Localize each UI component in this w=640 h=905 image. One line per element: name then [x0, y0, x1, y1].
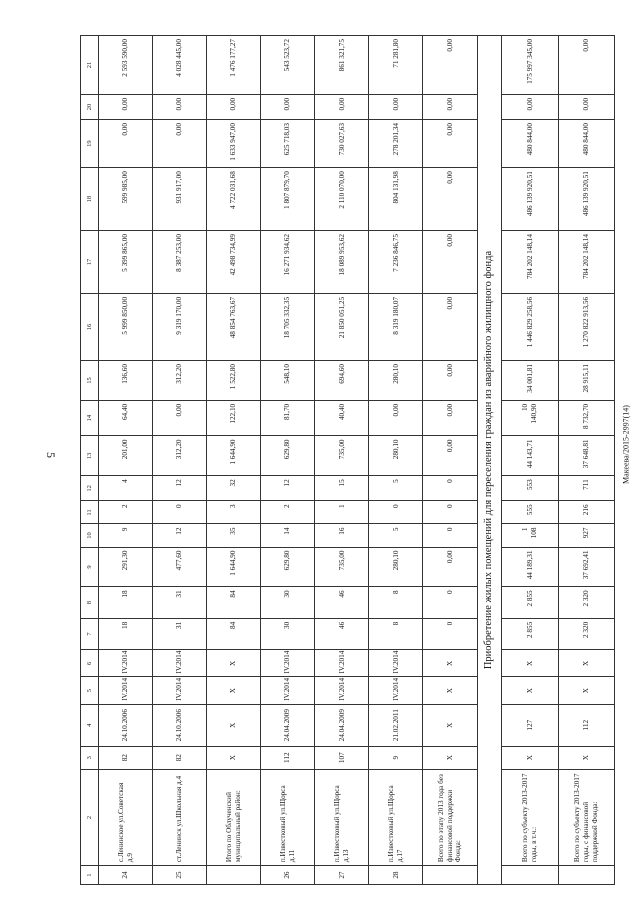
table-cell: 2 320 [558, 618, 614, 649]
table-cell: 9 [99, 524, 153, 547]
table-cell: 21.02.2011 [369, 704, 423, 746]
table-cell [207, 866, 261, 885]
page-number: 5 [44, 452, 58, 458]
table-cell: 31 [153, 618, 207, 649]
table-cell: X [558, 746, 614, 769]
table-cell: 278 201,34 [369, 120, 423, 168]
table-cell: 16 [315, 524, 369, 547]
column-header: 17 [81, 231, 99, 294]
table-cell: 21 850 051,25 [315, 293, 369, 360]
column-header: 3 [81, 746, 99, 769]
table-cell: 0,00 [423, 293, 477, 360]
table-cell: 40,40 [315, 400, 369, 436]
table-cell: 486 139 920,51 [558, 168, 614, 231]
table-row [315, 36, 369, 885]
table-cell: 18 [99, 587, 153, 618]
table-cell: 0 [423, 524, 477, 547]
table-cell: 0,00 [423, 94, 477, 119]
table-cell [558, 866, 614, 885]
table-cell: 31 [153, 587, 207, 618]
table-cell: IV.2014 [99, 677, 153, 704]
table-cell: 5 999 850,00 [99, 293, 153, 360]
table-cell: 312,20 [153, 361, 207, 401]
table-cell: 2 593 590,00 [99, 36, 153, 95]
table-cell: 599 985,00 [99, 168, 153, 231]
table-cell: 629,80 [261, 436, 315, 476]
table-cell [423, 866, 477, 885]
table-cell: 2 855 [502, 618, 558, 649]
table-cell: 0 [423, 618, 477, 649]
table-cell: 3 [207, 501, 261, 524]
document-stamp: Макеева/2015-2997(14) [621, 405, 631, 484]
table-cell: IV.2014 [261, 677, 315, 704]
table-cell: с.Ленинское ул.Советская д.9 [99, 769, 153, 865]
table-cell: 12 [153, 524, 207, 547]
table-row [153, 36, 207, 885]
table-cell: X [558, 650, 614, 677]
table-cell: 548,10 [261, 361, 315, 401]
table-cell: IV.2014 [153, 677, 207, 704]
table-cell: 291,30 [99, 547, 153, 587]
table-cell [502, 866, 558, 885]
column-header: 18 [81, 168, 99, 231]
table-row [261, 36, 315, 885]
table-cell: 486 139 920,51 [502, 168, 558, 231]
column-header: 19 [81, 120, 99, 168]
table-cell: 0,00 [423, 36, 477, 95]
table-cell: 931 917,00 [153, 168, 207, 231]
table-cell: 553 [502, 476, 558, 501]
table-cell: 1 522,80 [207, 361, 261, 401]
table-cell: IV.2014 [315, 650, 369, 677]
table-cell: 8 319 180,07 [369, 293, 423, 360]
table-cell: 112 [261, 746, 315, 769]
table-cell: 625 718,03 [261, 120, 315, 168]
table-cell: 18 705 332,35 [261, 293, 315, 360]
table-cell: X [502, 746, 558, 769]
table-cell: 25 [153, 866, 207, 885]
table-cell: 24.04.2009 [315, 704, 369, 746]
table-cell: 1 633 947,00 [207, 120, 261, 168]
section-title-row [477, 36, 502, 885]
table-cell: X [423, 746, 477, 769]
table-row [369, 36, 423, 885]
table-cell: 201,00 [99, 436, 153, 476]
table-cell: 2 855 [502, 587, 558, 618]
table-row [558, 36, 614, 885]
section-title: Приобретение жилых помещений для переселения граждан из аварийного жилищного фонда [477, 36, 502, 885]
table-cell: 784 202 148,14 [502, 231, 558, 294]
table-cell: 84 [207, 587, 261, 618]
table-cell: 24 [99, 866, 153, 885]
table-cell: 5 [369, 524, 423, 547]
table-cell: 122,10 [207, 400, 261, 436]
table-cell: 46 [315, 618, 369, 649]
table-cell: 44 189,31 [502, 547, 558, 587]
table-cell: X [502, 677, 558, 704]
table-cell: 0,00 [153, 400, 207, 436]
column-header: 14 [81, 400, 99, 436]
table-cell: 32 [207, 476, 261, 501]
table-cell: 4 722 031,68 [207, 168, 261, 231]
table-cell: 711 [558, 476, 614, 501]
table-cell: 861 321,75 [315, 36, 369, 95]
column-header: 10 [81, 524, 99, 547]
table-cell: X [207, 704, 261, 746]
table-cell: X [423, 704, 477, 746]
table-cell: 14 [261, 524, 315, 547]
table-cell: X [558, 677, 614, 704]
table-cell: 4 [99, 476, 153, 501]
column-header: 20 [81, 94, 99, 119]
table-cell: 64,40 [99, 400, 153, 436]
table-cell: 0,00 [423, 168, 477, 231]
table-cell: 1 644,90 [207, 547, 261, 587]
table-cell: IV.2014 [261, 650, 315, 677]
table-cell: 0 [369, 501, 423, 524]
table-cell: 8 [369, 587, 423, 618]
table-cell: 18 [99, 618, 153, 649]
table-cell: 35 [207, 524, 261, 547]
table-cell: 5 [369, 476, 423, 501]
table-cell: 44 143,71 [502, 436, 558, 476]
table-cell: IV.2014 [369, 650, 423, 677]
table-cell: 28 [369, 866, 423, 885]
table-cell: X [502, 650, 558, 677]
table-cell: IV.2014 [315, 677, 369, 704]
table-cell: 0,00 [207, 94, 261, 119]
table-cell: 27 [315, 866, 369, 885]
table-cell: 280,10 [369, 547, 423, 587]
table-cell: Всего по субъекту 2013-2017 годы, в т.ч.: [502, 769, 558, 865]
table-cell: 280,10 [369, 436, 423, 476]
table-cell: 34 001,81 [502, 361, 558, 401]
table-cell: 8 387 253,00 [153, 231, 207, 294]
table-cell: 175 997 345,00 [502, 36, 558, 95]
table-cell: 2 320 [558, 587, 614, 618]
table-cell: 0,00 [423, 361, 477, 401]
table-cell: 24.10.2006 [99, 704, 153, 746]
table-cell: Всего по этапу 2013 года без финансовой поддержки Фонда: [423, 769, 477, 865]
table-row [207, 36, 261, 885]
table-cell: 24.04.2009 [261, 704, 315, 746]
table-cell: 730 027,63 [315, 120, 369, 168]
table-cell: 8 [369, 618, 423, 649]
table-cell: 0,00 [423, 547, 477, 587]
column-header: 5 [81, 677, 99, 704]
header-row [81, 36, 99, 885]
table-cell: 42 498 734,99 [207, 231, 261, 294]
table-cell: 0 [153, 501, 207, 524]
table-cell: 629,80 [261, 547, 315, 587]
table-cell: 16 271 934,62 [261, 231, 315, 294]
column-header: 11 [81, 501, 99, 524]
rotated-table-container [80, 35, 615, 885]
table-cell: 112 [558, 704, 614, 746]
table-cell: X [207, 677, 261, 704]
table-cell: 0,00 [315, 94, 369, 119]
column-header: 21 [81, 36, 99, 95]
table-cell: ст.Ленинск ул.Школьная д.4 [153, 769, 207, 865]
table-cell: Всего по субъекту 2013-2017 годы, с финансовой поддержкой Фонда: [558, 769, 614, 865]
table-cell: 2 110 070,00 [315, 168, 369, 231]
table-cell: 1 644,90 [207, 436, 261, 476]
table-cell: 1 [315, 501, 369, 524]
table-cell: IV.2014 [153, 650, 207, 677]
table-cell: 216 [558, 501, 614, 524]
table-cell: 1 807 879,70 [261, 168, 315, 231]
table-cell: 24.10.2006 [153, 704, 207, 746]
table-cell: 10 140,90 [502, 400, 558, 436]
table-cell: 0 [423, 476, 477, 501]
column-header: 2 [81, 769, 99, 865]
table-cell: 12 [153, 476, 207, 501]
table-cell: 312,20 [153, 436, 207, 476]
table-cell: Итого по Облученский муниципальный район: [207, 769, 261, 865]
column-header: 15 [81, 361, 99, 401]
table-cell: 735,00 [315, 436, 369, 476]
column-header: 1 [81, 866, 99, 885]
table-cell: 0,00 [369, 400, 423, 436]
table-cell: 37 648,81 [558, 436, 614, 476]
column-header: 6 [81, 650, 99, 677]
table-cell: 480 844,00 [558, 120, 614, 168]
table-cell: IV.2014 [369, 677, 423, 704]
table-cell: 0,00 [153, 120, 207, 168]
table-cell: 477,60 [153, 547, 207, 587]
table-cell: 37 692,41 [558, 547, 614, 587]
table-cell: 1 270 822 913,56 [558, 293, 614, 360]
table-cell: 136,60 [99, 361, 153, 401]
table-cell: 555 [502, 501, 558, 524]
table-cell: 0,00 [369, 94, 423, 119]
table-cell: п.Известковый ул.Щорса д.13 [315, 769, 369, 865]
table-cell: 0,00 [558, 94, 614, 119]
table-cell: 0,00 [502, 94, 558, 119]
table-cell: 8 732,70 [558, 400, 614, 436]
table-cell: 0,00 [423, 120, 477, 168]
table-cell: X [207, 650, 261, 677]
table-cell: 0,00 [261, 94, 315, 119]
table-cell: 28 915,11 [558, 361, 614, 401]
table-cell: 804 131,98 [369, 168, 423, 231]
table-cell: 18 089 953,62 [315, 231, 369, 294]
column-header: 13 [81, 436, 99, 476]
table-cell: 107 [315, 746, 369, 769]
column-header: 7 [81, 618, 99, 649]
table-cell: X [207, 746, 261, 769]
table-cell: 12 [261, 476, 315, 501]
table-cell: 0,00 [99, 120, 153, 168]
column-header: 8 [81, 587, 99, 618]
table-cell: 543 523,72 [261, 36, 315, 95]
table-cell: 15 [315, 476, 369, 501]
table-cell: 0,00 [99, 94, 153, 119]
table-cell: 480 844,00 [502, 120, 558, 168]
table-cell: 0 [423, 501, 477, 524]
table-cell: 2 [261, 501, 315, 524]
column-header: 4 [81, 704, 99, 746]
table-cell: п.Известковый ул.Щорса д.11 [261, 769, 315, 865]
table-cell: 2 [99, 501, 153, 524]
table-row [502, 36, 558, 885]
table-cell: 26 [261, 866, 315, 885]
table-cell: 280,10 [369, 361, 423, 401]
table-cell: 127 [502, 704, 558, 746]
table-cell: 48 854 763,67 [207, 293, 261, 360]
table-cell: 9 319 170,00 [153, 293, 207, 360]
table-cell: 82 [99, 746, 153, 769]
table-cell: 0,00 [423, 436, 477, 476]
table-cell: 7 236 846,75 [369, 231, 423, 294]
table-cell: 0,00 [423, 231, 477, 294]
table-cell: 71 281,80 [369, 36, 423, 95]
table-cell: 1 446 829 258,56 [502, 293, 558, 360]
table-cell: X [423, 677, 477, 704]
table-cell: 784 202 148,14 [558, 231, 614, 294]
column-header: 12 [81, 476, 99, 501]
table-cell: 81,70 [261, 400, 315, 436]
table-cell: 927 [558, 524, 614, 547]
table-body [99, 36, 615, 885]
column-header: 16 [81, 293, 99, 360]
table-cell: 0,00 [558, 36, 614, 95]
table-cell: 0,00 [423, 400, 477, 436]
table-cell: X [423, 650, 477, 677]
table-cell: 84 [207, 618, 261, 649]
table-cell: 0,00 [153, 94, 207, 119]
table-cell: 735,00 [315, 547, 369, 587]
column-header: 9 [81, 547, 99, 587]
resettlement-table [80, 35, 615, 885]
table-cell: 9 [369, 746, 423, 769]
table-cell: 1 108 [502, 524, 558, 547]
table-row [99, 36, 153, 885]
table-cell: IV.2014 [99, 650, 153, 677]
table-cell: 0 [423, 587, 477, 618]
table-cell: 5 399 865,00 [99, 231, 153, 294]
table-cell: п.Известковый ул.Щорса д.17 [369, 769, 423, 865]
table-cell: 82 [153, 746, 207, 769]
table-cell: 694,60 [315, 361, 369, 401]
table-cell: 46 [315, 587, 369, 618]
table-cell: 30 [261, 587, 315, 618]
table-cell: 1 476 177,27 [207, 36, 261, 95]
table-cell: 30 [261, 618, 315, 649]
table-cell: 4 028 445,00 [153, 36, 207, 95]
table-row [423, 36, 477, 885]
